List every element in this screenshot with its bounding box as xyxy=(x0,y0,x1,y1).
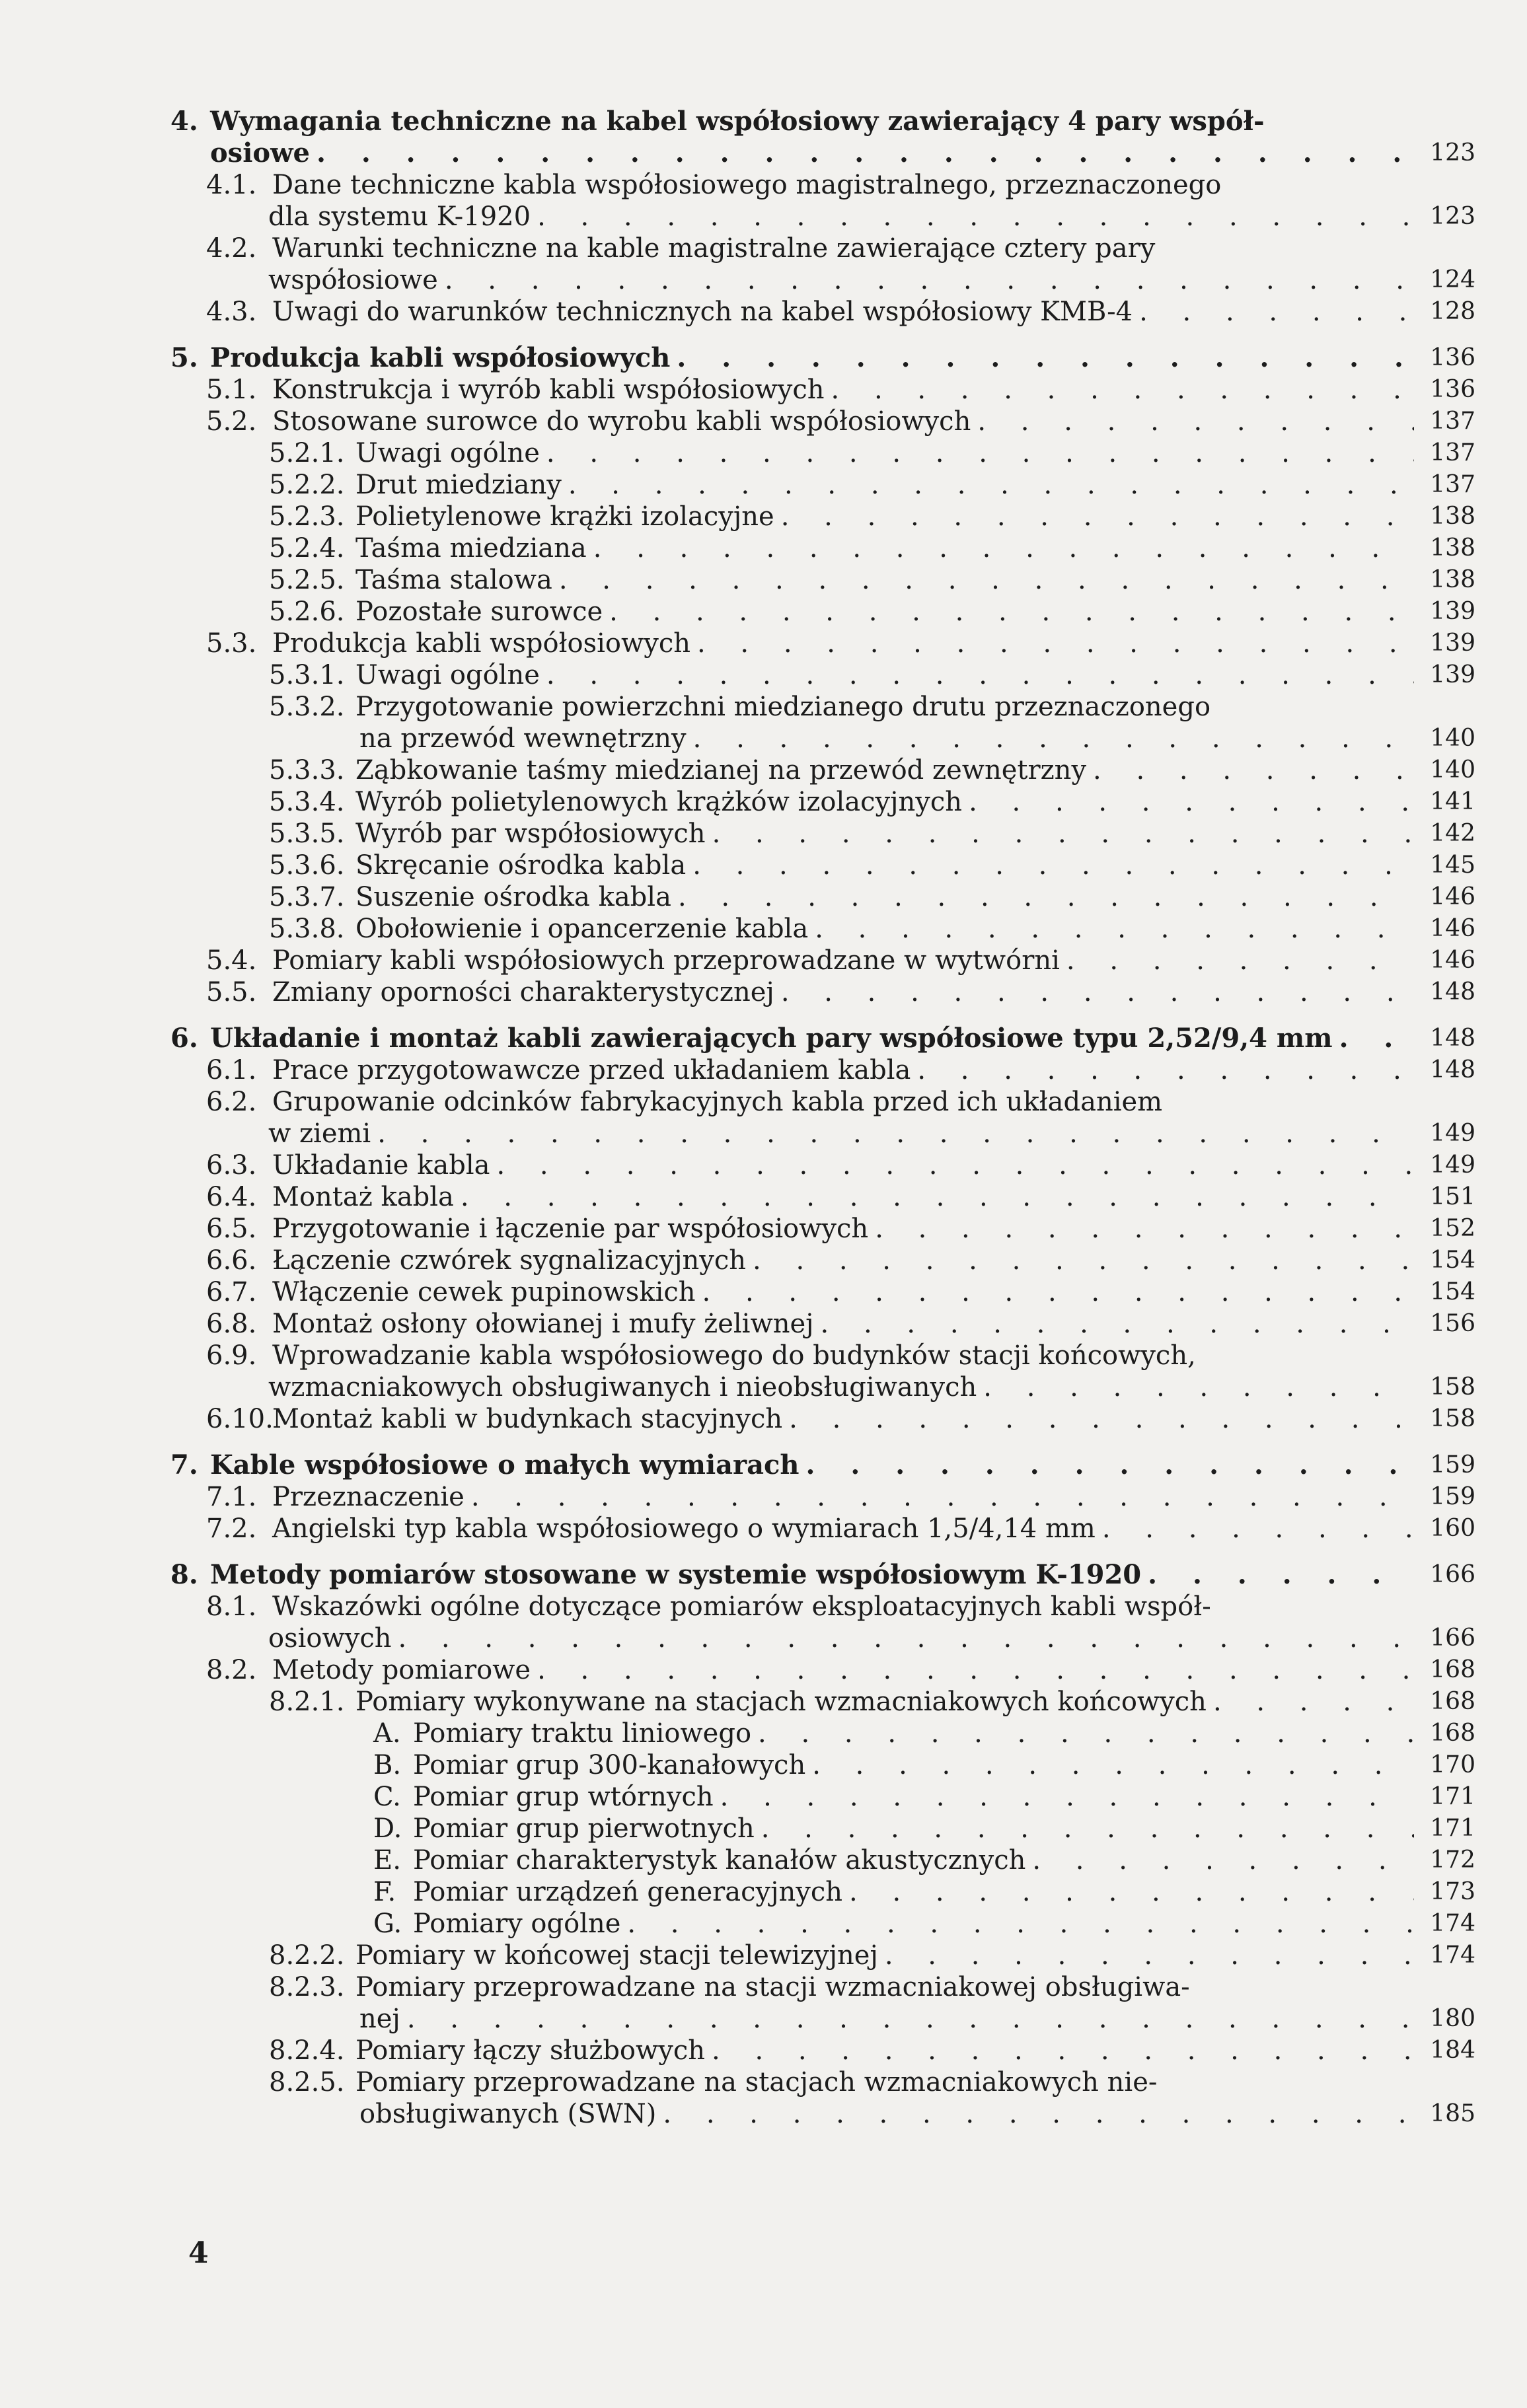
toc-entry-title: Układanie i montaż kabli zawierających pary współosiowe typu 2,52/9,4 mm xyxy=(210,1023,1333,1054)
toc-entry-title: Montaż kabli w budynkach stacyjnych xyxy=(272,1404,783,1434)
toc-entry-title-continued: w ziemi xyxy=(268,1118,371,1149)
toc-page-number: 168 xyxy=(1430,1688,1475,1715)
toc-entry-number: 5.3.6. xyxy=(269,850,345,881)
toc-entry-title: Wyrób par współosiowych xyxy=(355,819,706,849)
toc-page-number: 180 xyxy=(1430,2005,1475,2032)
dot-leader xyxy=(546,658,1414,692)
toc-page-number: 154 xyxy=(1430,1247,1475,1274)
toc-entry-title: Grupowanie odcinków fabrykacyjnych kabla przed ich układaniem xyxy=(272,1087,1163,1117)
toc-entry-continuation xyxy=(0,2097,1527,2131)
toc-page-number: 148 xyxy=(1430,978,1475,1005)
dot-leader xyxy=(546,436,1414,470)
toc-entry-number: 5.3.2. xyxy=(269,692,345,722)
toc-page-number: 154 xyxy=(1430,1278,1475,1305)
toc-entry-title: Wyrób polietylenowych krążków izolacyjnych xyxy=(355,787,963,817)
toc-entry xyxy=(0,168,1527,202)
toc-entry-number: 5.3. xyxy=(206,628,257,659)
dot-leader xyxy=(1339,1021,1414,1056)
toc-entry xyxy=(0,1180,1527,1214)
toc-page-number: 170 xyxy=(1430,1751,1475,1778)
dot-leader xyxy=(983,1370,1414,1405)
toc-entry-continuation xyxy=(0,263,1527,297)
dot-leader xyxy=(678,880,1414,914)
toc-entry xyxy=(0,1085,1527,1119)
toc-entry xyxy=(0,1307,1527,1341)
toc-entry-number: 5.2.1. xyxy=(269,438,345,468)
toc-page-number: 146 xyxy=(1430,947,1475,974)
toc-entry-continuation xyxy=(0,1116,1527,1151)
toc-entry-number: 6. xyxy=(170,1023,198,1054)
toc-entry-number: 5.2.5. xyxy=(269,565,345,595)
toc-entry xyxy=(0,563,1527,597)
toc-entry xyxy=(0,817,1527,851)
toc-entry xyxy=(0,1021,1527,1056)
toc-page-number: 148 xyxy=(1430,1056,1475,1083)
folio-page-number: 4 xyxy=(188,2236,209,2270)
toc-entry-title-continued: obsługiwanych (SWN) xyxy=(359,2099,657,2129)
toc-entry-title: Pomiar urządzeń generacyjnych xyxy=(413,1877,843,1907)
toc-entry xyxy=(0,785,1527,819)
toc-entry xyxy=(0,1907,1527,1941)
toc-entry-title: Pomiary przeprowadzane na stacjach wzmacniakowych nie- xyxy=(355,2067,1158,2098)
toc-entry-number: 4.1. xyxy=(206,170,257,200)
toc-entry xyxy=(0,658,1527,692)
toc-entry-number: 6.4. xyxy=(206,1182,257,1212)
toc-entry xyxy=(0,626,1527,661)
toc-entry xyxy=(0,595,1527,629)
toc-entry xyxy=(0,1053,1527,1087)
dot-leader xyxy=(1102,1512,1414,1546)
toc-entry xyxy=(0,531,1527,566)
toc-entry-number: 6.9. xyxy=(206,1340,257,1371)
toc-entry-number: D. xyxy=(373,1813,402,1844)
toc-page-number: 124 xyxy=(1430,266,1475,293)
toc-entry-number: 5.2. xyxy=(206,406,257,437)
dot-leader xyxy=(702,1275,1414,1309)
toc-page-number: 136 xyxy=(1430,376,1475,403)
dot-leader xyxy=(885,1938,1414,1973)
toc-entry xyxy=(0,373,1527,407)
dot-leader xyxy=(789,1402,1414,1436)
dot-leader xyxy=(831,373,1414,407)
toc-entry-number: 8.2.5. xyxy=(269,2067,345,2098)
dot-leader xyxy=(1213,1685,1414,1719)
dot-leader xyxy=(753,1243,1414,1278)
toc-entry-number: 5.3.1. xyxy=(269,660,345,690)
toc-entry-title: Pomiary przeprowadzane na stacji wzmacniakowej obsługiwa- xyxy=(355,1972,1190,2002)
toc-entry-number: 6.3. xyxy=(206,1150,257,1181)
toc-entry-title: Suszenie ośrodka kabla xyxy=(355,882,671,912)
toc-entry-title: Pomiary w końcowej stacji telewizyjnej xyxy=(355,1940,878,1971)
toc-entry xyxy=(0,1875,1527,1909)
toc-page-number: 142 xyxy=(1430,820,1475,847)
toc-page-number: 174 xyxy=(1430,1910,1475,1937)
toc-page-number: 171 xyxy=(1430,1815,1475,1842)
toc-entry-title: Wymagania techniczne na kabel współosiowy zawierający 4 pary współ- xyxy=(210,106,1265,137)
toc-page-number: 149 xyxy=(1430,1151,1475,1179)
toc-entry-continuation xyxy=(0,2002,1527,2036)
toc-entry-title: Metody pomiarowe xyxy=(272,1655,531,1685)
dot-leader xyxy=(1093,753,1414,787)
toc-entry xyxy=(0,1243,1527,1278)
toc-entry-number: 5.4. xyxy=(206,945,257,976)
dot-leader xyxy=(537,1653,1414,1687)
toc-entry xyxy=(0,499,1527,534)
dot-leader xyxy=(568,468,1414,502)
toc-page-number: 146 xyxy=(1430,883,1475,910)
dot-leader xyxy=(875,1212,1414,1246)
toc-entry xyxy=(0,2033,1527,2068)
toc-page-number: 145 xyxy=(1430,852,1475,879)
toc-entry-title: Montaż kabla xyxy=(272,1182,454,1212)
toc-entry-continuation xyxy=(0,200,1527,234)
toc-entry xyxy=(0,1938,1527,1973)
toc-entry-title-continued: na przewód wewnętrzny xyxy=(359,723,687,754)
dot-leader xyxy=(812,1748,1414,1782)
toc-page-number: 139 xyxy=(1430,630,1475,657)
toc-entry-title: Wprowadzanie kabla współosiowego do budynków stacji końcowych, xyxy=(272,1340,1196,1371)
toc-entry-title: Uwagi ogólne xyxy=(355,660,540,690)
dot-leader xyxy=(712,817,1414,851)
toc-page-number: 146 xyxy=(1430,915,1475,942)
toc-entry xyxy=(0,1811,1527,1846)
toc-entry xyxy=(0,912,1527,946)
dot-leader xyxy=(407,2002,1414,2036)
dot-leader xyxy=(398,1621,1414,1656)
toc-entry-number: 8.2.2. xyxy=(269,1940,345,1971)
toc-page-number: 151 xyxy=(1430,1183,1475,1210)
toc-entry-title: Stosowane surowce do wyrobu kabli współosiowych xyxy=(272,406,971,437)
toc-entry-number: 8.2.1. xyxy=(269,1687,345,1717)
toc-page-number: 174 xyxy=(1430,1942,1475,1969)
toc-entry xyxy=(0,1480,1527,1514)
toc-entry-title: Taśma miedziana xyxy=(355,533,587,564)
toc-entry-title: Prace przygotowawcze przed układaniem kabla xyxy=(272,1055,911,1085)
toc-entry xyxy=(0,1970,1527,2004)
toc-entry-title: Pozostałe surowce xyxy=(355,597,603,627)
toc-page-number: 123 xyxy=(1430,139,1475,166)
toc-page-number: 136 xyxy=(1430,344,1475,371)
dot-leader xyxy=(781,975,1414,1009)
toc-entry-title: Taśma stalowa xyxy=(355,565,552,595)
toc-entry-continuation xyxy=(0,136,1527,170)
toc-entry-title: Pomiary łączy służbowych xyxy=(355,2035,706,2066)
toc-page-number: 158 xyxy=(1430,1405,1475,1432)
dot-leader xyxy=(821,1307,1414,1341)
toc-page-number: 168 xyxy=(1430,1656,1475,1683)
toc-entry-continuation xyxy=(0,1621,1527,1656)
dot-leader xyxy=(445,263,1414,297)
toc-entry xyxy=(0,404,1527,439)
toc-entry-title: Pomiar grup 300-kanałowych xyxy=(413,1750,806,1780)
toc-entry xyxy=(0,341,1527,375)
toc-entry xyxy=(0,1338,1527,1373)
dot-leader xyxy=(1032,1843,1414,1878)
toc-entry xyxy=(0,104,1527,139)
toc-entry-title: Metody pomiarów stosowane w systemie współosiowym K-1920 xyxy=(210,1559,1142,1590)
toc-page-number: 171 xyxy=(1430,1783,1475,1810)
toc-entry-number: 6.6. xyxy=(206,1245,257,1276)
toc-page-number: 137 xyxy=(1430,439,1475,466)
toc-entry-title: Warunki techniczne na kable magistralne zawierające cztery pary xyxy=(272,233,1156,264)
dot-leader xyxy=(761,1811,1414,1846)
toc-entry xyxy=(0,1148,1527,1183)
toc-page-number: 172 xyxy=(1430,1846,1475,1874)
dot-leader xyxy=(720,1780,1414,1814)
toc-entry-title: Polietylenowe krążki izolacyjne xyxy=(355,501,774,532)
toc-entry-title: Pomiary traktu liniowego xyxy=(413,1718,752,1749)
toc-entry-title: Produkcja kabli współosiowych xyxy=(210,342,671,373)
toc-entry-number: 5.3.7. xyxy=(269,882,345,912)
toc-entry-number: 5. xyxy=(170,342,198,373)
dot-leader xyxy=(758,1716,1414,1751)
toc-entry xyxy=(0,848,1527,883)
dot-leader xyxy=(677,341,1414,375)
toc-entry-continuation xyxy=(0,721,1527,756)
toc-entry xyxy=(0,1448,1527,1482)
toc-page-number: 159 xyxy=(1430,1451,1475,1478)
toc-entry-title: Kable współosiowe o małych wymiarach xyxy=(210,1449,800,1480)
toc-entry xyxy=(0,1748,1527,1782)
toc-entry-number: F. xyxy=(373,1877,396,1907)
toc-entry xyxy=(0,1558,1527,1592)
toc-entry-number: 8.2.4. xyxy=(269,2035,345,2066)
toc-entry xyxy=(0,1716,1527,1751)
toc-entry-title: Pomiar grup pierwotnych xyxy=(413,1813,755,1844)
toc-entry xyxy=(0,975,1527,1009)
toc-page-number: 138 xyxy=(1430,534,1475,562)
toc-entry-title-continued: wzmacniakowych obsługiwanych i nieobsługiwanych xyxy=(268,1372,977,1403)
toc-entry xyxy=(0,231,1527,266)
dot-leader xyxy=(609,595,1414,629)
toc-entry xyxy=(0,436,1527,470)
toc-entry-title: Angielski typ kabla współosiowego o wymiarach 1,5/4,14 mm xyxy=(272,1514,1096,1544)
dot-leader xyxy=(1066,943,1414,978)
dot-leader xyxy=(697,626,1414,661)
toc-entry-title: Konstrukcja i wyrób kabli współosiowych xyxy=(272,375,825,405)
toc-page-number: 166 xyxy=(1430,1624,1475,1652)
toc-page-number: 166 xyxy=(1430,1561,1475,1588)
toc-entry-number: 5.1. xyxy=(206,375,257,405)
toc-entry xyxy=(0,690,1527,724)
toc-page-number: 123 xyxy=(1430,203,1475,230)
toc-entry-number: 5.2.4. xyxy=(269,533,345,564)
toc-page-number: 138 xyxy=(1430,566,1475,593)
toc-entry-number: A. xyxy=(373,1718,401,1749)
toc-entry-title: Uwagi ogólne xyxy=(355,438,540,468)
toc-entry-number: 5.2.6. xyxy=(269,597,345,627)
dot-leader xyxy=(593,531,1414,566)
toc-page-number: 141 xyxy=(1430,788,1475,815)
toc-entry-number: 4.3. xyxy=(206,297,257,327)
toc-page-number: 138 xyxy=(1430,503,1475,530)
toc-page-number: 128 xyxy=(1430,298,1475,325)
toc-entry-title: Obołowienie i opancerzenie kabla xyxy=(355,914,809,944)
toc-entry-continuation xyxy=(0,1370,1527,1405)
toc-entry-number: 6.1. xyxy=(206,1055,257,1085)
toc-entry-title: Układanie kabla xyxy=(272,1150,490,1181)
toc-page-number: 139 xyxy=(1430,661,1475,688)
toc-entry-title: Pomiar grup wtórnych xyxy=(413,1782,714,1812)
toc-entry xyxy=(0,880,1527,914)
dot-leader xyxy=(1148,1558,1414,1592)
toc-page-number: 139 xyxy=(1430,598,1475,625)
toc-entry-number: 8.1. xyxy=(206,1591,257,1622)
toc-page-number: 140 xyxy=(1430,756,1475,784)
toc-entry xyxy=(0,295,1527,329)
toc-entry-number: 5.3.8. xyxy=(269,914,345,944)
toc-entry-number: 7.2. xyxy=(206,1514,257,1544)
dot-leader xyxy=(977,404,1414,439)
toc-entry-number: 8.2.3. xyxy=(269,1972,345,2002)
toc-entry-title: Produkcja kabli współosiowych xyxy=(272,628,690,659)
toc-page-number: 149 xyxy=(1430,1120,1475,1147)
dot-leader xyxy=(317,136,1414,170)
toc-page-number: 140 xyxy=(1430,725,1475,752)
toc-page-number: 185 xyxy=(1430,2100,1475,2127)
dot-leader xyxy=(663,2097,1414,2131)
dot-leader xyxy=(471,1480,1414,1514)
dot-leader xyxy=(805,1448,1414,1482)
dot-leader xyxy=(969,785,1414,819)
toc-entry xyxy=(0,2065,1527,2099)
toc-entry-title: Drut miedziany xyxy=(355,470,562,500)
toc-entry-title: Pomiary wykonywane na stacjach wzmacniakowych końcowych xyxy=(355,1687,1207,1717)
toc-entry xyxy=(0,753,1527,787)
toc-entry xyxy=(0,468,1527,502)
dot-leader xyxy=(712,2033,1414,2068)
toc-entry-number: 5.5. xyxy=(206,977,257,1007)
toc-entry-title-continued: osiowych xyxy=(268,1623,392,1654)
toc-entry-title: Łączenie czwórek sygnalizacyjnych xyxy=(272,1245,747,1276)
dot-leader xyxy=(692,848,1414,883)
toc-entry-number: 8. xyxy=(170,1559,198,1590)
toc-entry xyxy=(0,1685,1527,1719)
toc-entry xyxy=(0,1589,1527,1624)
toc-entry-title-continued: dla systemu K-1920 xyxy=(268,201,531,232)
toc-page-number: 160 xyxy=(1430,1515,1475,1542)
toc-page-number: 148 xyxy=(1430,1025,1475,1052)
toc-entry-title-continued: osiowe xyxy=(210,137,310,168)
toc-entry-title: Dane techniczne kabla współosiowego magistralnego, przeznaczonego xyxy=(272,170,1222,200)
toc-entry-title: Uwagi do warunków technicznych na kabel współosiowy KMB-4 xyxy=(272,297,1133,327)
toc-entry-title: Przygotowanie powierzchni miedzianego drutu przeznaczonego xyxy=(355,692,1211,722)
toc-entry-number: 8.2. xyxy=(206,1655,257,1685)
toc-entry-title: Wskazówki ogólne dotyczące pomiarów eksploatacyjnych kabli współ- xyxy=(272,1591,1211,1622)
dot-leader xyxy=(693,721,1414,756)
toc-entry-number: G. xyxy=(373,1909,402,1939)
toc-entry-number: 6.2. xyxy=(206,1087,257,1117)
toc-entry xyxy=(0,943,1527,978)
toc-entry-number: 4. xyxy=(170,106,198,137)
toc-entry-number: 5.3.3. xyxy=(269,755,345,785)
toc-entry xyxy=(0,1780,1527,1814)
dot-leader xyxy=(461,1180,1414,1214)
toc-entry-title: Zmiany oporności charakterystycznej xyxy=(272,977,774,1007)
toc-page-number: 173 xyxy=(1430,1878,1475,1905)
dot-leader xyxy=(537,200,1414,234)
dot-leader xyxy=(559,563,1414,597)
toc-entry-title: Przygotowanie i łączenie par współosiowych xyxy=(272,1214,869,1244)
toc-page-number: 159 xyxy=(1430,1483,1475,1510)
toc-entry-number: 6.8. xyxy=(206,1309,257,1339)
dot-leader xyxy=(627,1907,1414,1941)
toc-entry-title: Pomiar charakterystyk kanałów akustycznych xyxy=(413,1845,1026,1876)
toc-entry-title: Pomiary kabli współosiowych przeprowadzane w wytwórni xyxy=(272,945,1060,976)
toc-page-number: 158 xyxy=(1430,1373,1475,1401)
toc-entry-number: 6.5. xyxy=(206,1214,257,1244)
dot-leader xyxy=(1139,295,1414,329)
toc-entry-title: Skręcanie ośrodka kabla xyxy=(355,850,687,881)
toc-page-number: 152 xyxy=(1430,1215,1475,1242)
toc-entry-number: 5.2.2. xyxy=(269,470,345,500)
toc-entry xyxy=(0,1843,1527,1878)
toc-entry-number: 5.3.5. xyxy=(269,819,345,849)
dot-leader xyxy=(377,1116,1414,1151)
toc-entry-number: 7.1. xyxy=(206,1482,257,1512)
toc-entry xyxy=(0,1402,1527,1436)
toc-entry-number: 5.3.4. xyxy=(269,787,345,817)
toc-entry-number: E. xyxy=(373,1845,401,1876)
dot-leader xyxy=(849,1875,1414,1909)
toc-entry xyxy=(0,1212,1527,1246)
toc-entry-number: 7. xyxy=(170,1449,198,1480)
toc-entry-number: 6.7. xyxy=(206,1277,257,1307)
toc-entry xyxy=(0,1512,1527,1546)
toc-entry-title: Włączenie cewek pupinowskich xyxy=(272,1277,696,1307)
dot-leader xyxy=(917,1053,1414,1087)
toc-page-number: 137 xyxy=(1430,471,1475,498)
toc-entry-number: B. xyxy=(373,1750,402,1780)
toc-page-number: 156 xyxy=(1430,1310,1475,1337)
toc-entry-title: Przeznaczenie xyxy=(272,1482,465,1512)
dot-leader xyxy=(497,1148,1415,1183)
dot-leader xyxy=(781,499,1414,534)
toc-entry-number: 4.2. xyxy=(206,233,257,264)
toc-entry xyxy=(0,1653,1527,1687)
toc-entry-title-continued: współosiowe xyxy=(268,265,438,295)
toc-entry-title: Ząbkowanie taśmy miedzianej na przewód zewnętrzny xyxy=(355,755,1087,785)
toc-entry-title-continued: nej xyxy=(359,2004,400,2034)
toc-entry-title: Montaż osłony ołowianej i mufy żeliwnej xyxy=(272,1309,814,1339)
toc-page-number: 184 xyxy=(1430,2037,1475,2064)
toc-entry xyxy=(0,1275,1527,1309)
toc-entry-title: Pomiary ogólne xyxy=(413,1909,621,1939)
toc-entry-number: 5.2.3. xyxy=(269,501,345,532)
toc-entry-number: C. xyxy=(373,1782,401,1812)
dot-leader xyxy=(815,912,1414,946)
toc-page-number: 137 xyxy=(1430,408,1475,435)
toc-entry-number: 6.10. xyxy=(206,1404,274,1434)
toc-page-number: 168 xyxy=(1430,1720,1475,1747)
